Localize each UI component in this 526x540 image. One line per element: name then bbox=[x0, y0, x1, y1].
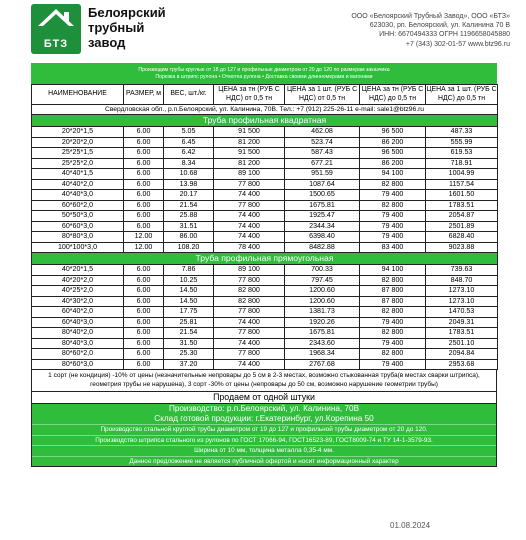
table-cell: 12.00 bbox=[124, 242, 164, 253]
table-cell: 1157.54 bbox=[426, 179, 498, 190]
table-cell: 100*100*3,0 bbox=[32, 242, 124, 253]
table-cell: 13.98 bbox=[164, 179, 214, 190]
price-sheet bbox=[31, 63, 497, 467]
table-cell: 12.00 bbox=[124, 232, 164, 243]
table-cell: 74 400 bbox=[214, 232, 285, 243]
table-cell: 21.54 bbox=[164, 328, 214, 339]
table-cell: 108.20 bbox=[164, 242, 214, 253]
table-cell: 25.30 bbox=[164, 349, 214, 360]
table-cell: 1087.64 bbox=[285, 179, 360, 190]
table-cell: 1925.47 bbox=[285, 211, 360, 222]
table-cell: 86.00 bbox=[164, 232, 214, 243]
table-cell: 77 800 bbox=[214, 307, 285, 318]
table-cell: 739.63 bbox=[426, 265, 498, 276]
table-row bbox=[32, 307, 498, 318]
table-cell: 6.00 bbox=[124, 148, 164, 159]
table-row bbox=[32, 127, 498, 138]
table-row bbox=[32, 137, 498, 148]
column-header: ЦЕНА за тн (РУБ С НДС) от 0,5 тн bbox=[214, 85, 285, 105]
table-cell: 587.43 bbox=[285, 148, 360, 159]
table-cell: 79 400 bbox=[360, 211, 426, 222]
column-header: ВЕС, шт./кг. bbox=[164, 85, 214, 105]
table-cell: 462.08 bbox=[285, 127, 360, 138]
table-row bbox=[32, 190, 498, 201]
column-header: ЦЕНА за 1 шт. (РУБ С НДС) от 0,5 тн bbox=[285, 85, 360, 105]
table-cell: 79 400 bbox=[360, 232, 426, 243]
table-cell: 523.74 bbox=[285, 137, 360, 148]
table-row bbox=[32, 158, 498, 169]
table-row bbox=[32, 179, 498, 190]
table-cell: 60*60*2,0 bbox=[32, 200, 124, 211]
table-cell: 94 100 bbox=[360, 169, 426, 180]
info-line: Склад готовой продукции: г.Екатеринбург, ул.Корепина 50 bbox=[154, 414, 374, 424]
table-cell: 6.00 bbox=[124, 307, 164, 318]
table-row bbox=[32, 275, 498, 286]
table-cell: 951.59 bbox=[285, 169, 360, 180]
table-cell: 6.45 bbox=[164, 137, 214, 148]
table-cell: 40*25*2,0 bbox=[32, 286, 124, 297]
table-cell: 82 800 bbox=[214, 296, 285, 307]
table-cell: 700.33 bbox=[285, 265, 360, 276]
table-cell: 6.00 bbox=[124, 158, 164, 169]
table-row bbox=[32, 242, 498, 253]
company-name-line: Белоярский bbox=[88, 5, 166, 20]
table-cell: 25.81 bbox=[164, 317, 214, 328]
table-cell: 82 800 bbox=[360, 328, 426, 339]
table-cell: 2501.10 bbox=[426, 338, 498, 349]
table-cell: 1920.26 bbox=[285, 317, 360, 328]
table-cell: 6.00 bbox=[124, 190, 164, 201]
table-cell: 77 800 bbox=[214, 200, 285, 211]
table-cell: 40*40*1,5 bbox=[32, 169, 124, 180]
table-cell: 20*20*1,5 bbox=[32, 127, 124, 138]
table-cell: 2054.87 bbox=[426, 211, 498, 222]
watermark-date: 01.08.2024 bbox=[390, 521, 431, 530]
table-cell: 6.00 bbox=[124, 338, 164, 349]
table-cell: 25.88 bbox=[164, 211, 214, 222]
table-cell: 81 200 bbox=[214, 158, 285, 169]
table-cell: 677.21 bbox=[285, 158, 360, 169]
table-cell: 74 400 bbox=[214, 211, 285, 222]
table-row bbox=[32, 296, 498, 307]
contact-line: 623030, рп. Белоярский, ул. Калинина 70 В bbox=[369, 22, 510, 30]
table-cell: 1500.65 bbox=[285, 190, 360, 201]
table-cell: 10.25 bbox=[164, 275, 214, 286]
table-cell: 25*25*1,5 bbox=[32, 148, 124, 159]
table-cell: 2344.34 bbox=[285, 221, 360, 232]
company-name-line: завод bbox=[88, 35, 126, 50]
table-cell: 619.53 bbox=[426, 148, 498, 159]
table-cell: 74 400 bbox=[214, 221, 285, 232]
company-logo bbox=[31, 4, 81, 54]
table-cell: 40*40*3,0 bbox=[32, 190, 124, 201]
section-title: Труба профильная прямоугольная bbox=[32, 253, 498, 265]
table-cell: 2049.31 bbox=[426, 317, 498, 328]
table-cell: 87 800 bbox=[360, 296, 426, 307]
table-cell: 1273.10 bbox=[426, 296, 498, 307]
address-text: Свердловская обл., р.п.Белоярский, ул. Калинина, 70В. Тел.: +7 (912) 225-26-11 e-mail: sale1@btz96.ru bbox=[32, 105, 498, 115]
table-cell: 21.54 bbox=[164, 200, 214, 211]
table-row bbox=[32, 232, 498, 243]
table-cell: 74 400 bbox=[214, 190, 285, 201]
table-row bbox=[32, 338, 498, 349]
table-cell: 1968.34 bbox=[285, 349, 360, 360]
table-row bbox=[32, 317, 498, 328]
table-cell: 6.00 bbox=[124, 221, 164, 232]
table-cell: 2094.84 bbox=[426, 349, 498, 360]
table-cell: 77 800 bbox=[214, 179, 285, 190]
table-cell: 6.00 bbox=[124, 127, 164, 138]
table-cell: 91 500 bbox=[214, 127, 285, 138]
table-row bbox=[32, 211, 498, 222]
table-cell: 77 800 bbox=[214, 275, 285, 286]
table-cell: 79 400 bbox=[360, 338, 426, 349]
info-small-line: Производство стальной круглой трубы диаметром от 19 до 127 и профильной трубы диаметром от 20 до 120. bbox=[32, 424, 496, 435]
table-cell: 82 800 bbox=[214, 286, 285, 297]
table-cell: 5.05 bbox=[164, 127, 214, 138]
table-cell: 86 200 bbox=[360, 137, 426, 148]
address-row bbox=[32, 105, 498, 115]
table-cell: 82 800 bbox=[360, 179, 426, 190]
table-row bbox=[32, 349, 498, 360]
sale-title: Продаем от одной штуки bbox=[31, 392, 497, 404]
table-cell: 40*20*2,0 bbox=[32, 275, 124, 286]
table-cell: 80*40*3,0 bbox=[32, 338, 124, 349]
table-cell: 1200.60 bbox=[285, 296, 360, 307]
table-cell: 96 500 bbox=[360, 127, 426, 138]
section-header-row bbox=[32, 253, 498, 265]
table-cell: 40*30*2,0 bbox=[32, 296, 124, 307]
table-cell: 555.99 bbox=[426, 137, 498, 148]
table-cell: 6398.40 bbox=[285, 232, 360, 243]
company-name bbox=[88, 5, 166, 50]
table-cell: 6.00 bbox=[124, 286, 164, 297]
table-cell: 487.33 bbox=[426, 127, 498, 138]
table-cell: 78 400 bbox=[214, 242, 285, 253]
table-cell: 94 100 bbox=[360, 265, 426, 276]
table-cell: 797.45 bbox=[285, 275, 360, 286]
table-cell: 6.00 bbox=[124, 275, 164, 286]
table-cell: 6828.40 bbox=[426, 232, 498, 243]
services-banner bbox=[31, 63, 497, 84]
section-header-row bbox=[32, 115, 498, 127]
table-cell: 80*80*3,0 bbox=[32, 232, 124, 243]
table-row bbox=[32, 265, 498, 276]
table-row bbox=[32, 286, 498, 297]
info-small-line: Данное предложение не является публичной офертой и носит информационный характер bbox=[32, 456, 496, 467]
column-header: НАИМЕНОВАНИЕ bbox=[32, 85, 124, 105]
table-cell: 91 500 bbox=[214, 148, 285, 159]
info-small-line: Ширина от 10 мм, толщина металла 0,35-4 мм. bbox=[32, 445, 496, 456]
table-cell: 82 800 bbox=[360, 349, 426, 360]
table-cell: 1004.99 bbox=[426, 169, 498, 180]
table-cell: 1381.73 bbox=[285, 307, 360, 318]
table-cell: 25*25*2,0 bbox=[32, 158, 124, 169]
info-small-line: Производство штрипса стального из рулонов по ГОСТ 17066-94, ГОСТ16523-89, ГОСТ8009-74 и ТУ 14-1-3579-93. bbox=[32, 435, 496, 446]
table-cell: 80*40*2,0 bbox=[32, 328, 124, 339]
table-cell: 1470.53 bbox=[426, 307, 498, 318]
column-header: ЦЕНА за 1 шт. (РУБ С НДС) до 0,5 тн bbox=[426, 85, 498, 105]
table-cell: 1783.51 bbox=[426, 200, 498, 211]
table-cell: 20.17 bbox=[164, 190, 214, 201]
table-cell: 848.70 bbox=[426, 275, 498, 286]
table-cell: 1783.51 bbox=[426, 328, 498, 339]
table-cell: 6.00 bbox=[124, 137, 164, 148]
table-cell: 6.00 bbox=[124, 265, 164, 276]
table-cell: 6.00 bbox=[124, 211, 164, 222]
column-header: РАЗМЕР, м bbox=[124, 85, 164, 105]
table-cell: 60*60*3,0 bbox=[32, 221, 124, 232]
table-cell: 77 800 bbox=[214, 349, 285, 360]
table-cell: 86 200 bbox=[360, 158, 426, 169]
table-cell: 60*40*2,0 bbox=[32, 307, 124, 318]
table-cell: 81 200 bbox=[214, 137, 285, 148]
contact-line: ИНН: 6670494333 ОГРН 1196658045880 bbox=[379, 31, 510, 39]
table-row bbox=[32, 328, 498, 339]
contact-line: ООО «Белоярский Трубный Завод», ООО «БТЗ» bbox=[351, 13, 510, 20]
table-cell: 2953.68 bbox=[426, 359, 498, 370]
table-cell: 7.86 bbox=[164, 265, 214, 276]
company-contacts bbox=[351, 12, 510, 49]
table-cell: 2343.60 bbox=[285, 338, 360, 349]
table-cell: 83 400 bbox=[360, 242, 426, 253]
table-cell: 1601.50 bbox=[426, 190, 498, 201]
table-cell: 1200.60 bbox=[285, 286, 360, 297]
table-header-row bbox=[32, 85, 498, 105]
table-cell: 20*20*2,0 bbox=[32, 137, 124, 148]
section-title: Труба профильная квадратная bbox=[32, 115, 498, 127]
logo-text: БТЗ bbox=[43, 38, 69, 50]
table-cell: 1675.81 bbox=[285, 328, 360, 339]
table-row bbox=[32, 221, 498, 232]
table-cell: 6.00 bbox=[124, 200, 164, 211]
table-cell: 14.50 bbox=[164, 296, 214, 307]
table-cell: 2501.89 bbox=[426, 221, 498, 232]
table-cell: 79 400 bbox=[360, 221, 426, 232]
table-cell: 37.20 bbox=[164, 359, 214, 370]
table-cell: 8482.88 bbox=[285, 242, 360, 253]
table-cell: 8.34 bbox=[164, 158, 214, 169]
table-cell: 89 100 bbox=[214, 265, 285, 276]
table-cell: 31.51 bbox=[164, 221, 214, 232]
table-cell: 74 400 bbox=[214, 338, 285, 349]
table-cell: 1675.81 bbox=[285, 200, 360, 211]
table-cell: 1273.10 bbox=[426, 286, 498, 297]
table-cell: 50*50*3,0 bbox=[32, 211, 124, 222]
contact-line: +7 (343) 302-01-57 www.btz96.ru bbox=[405, 40, 510, 48]
grade-note: 1 сорт (не кондиция) -10% от цены (незначительные непровары до 5 см в 2-3 местах, возможно стыкованная труба(в местах сварки штрипса), геометрия трубы не нарушена), 3 сорт -30% от цены (непровары до 50 см, возможно нарушение геометрии трубы) bbox=[31, 370, 497, 392]
table-cell: 82 800 bbox=[360, 275, 426, 286]
table-cell: 2767.68 bbox=[285, 359, 360, 370]
table-cell: 31.50 bbox=[164, 338, 214, 349]
table-cell: 40*40*2,0 bbox=[32, 179, 124, 190]
table-cell: 14.50 bbox=[164, 286, 214, 297]
table-cell: 9023.88 bbox=[426, 242, 498, 253]
table-cell: 6.00 bbox=[124, 317, 164, 328]
table-cell: 82 800 bbox=[360, 200, 426, 211]
table-cell: 17.75 bbox=[164, 307, 214, 318]
table-cell: 6.00 bbox=[124, 349, 164, 360]
table-cell: 6.00 bbox=[124, 359, 164, 370]
table-row bbox=[32, 200, 498, 211]
banner-line: Порезка в штрипс рулона • Отмотка рулона • Доставка своими длинномерами и вагонами bbox=[155, 74, 373, 80]
table-cell: 10.68 bbox=[164, 169, 214, 180]
table-cell: 79 400 bbox=[360, 190, 426, 201]
column-header: ЦЕНА за тн (РУБ С НДС) до 0,5 тн bbox=[360, 85, 426, 105]
table-cell: 6.00 bbox=[124, 169, 164, 180]
house-icon bbox=[31, 6, 81, 40]
table-cell: 82 800 bbox=[360, 307, 426, 318]
price-table bbox=[31, 84, 498, 370]
info-line: Производство: р.п.Белоярский, ул. Калинина, 70В bbox=[168, 404, 360, 414]
table-cell: 60*40*3,0 bbox=[32, 317, 124, 328]
table-row bbox=[32, 169, 498, 180]
table-cell: 79 400 bbox=[360, 359, 426, 370]
table-cell: 74 400 bbox=[214, 317, 285, 328]
table-cell: 77 800 bbox=[214, 328, 285, 339]
info-block bbox=[31, 404, 497, 467]
table-cell: 6.00 bbox=[124, 296, 164, 307]
table-cell: 80*60*2,0 bbox=[32, 349, 124, 360]
table-row bbox=[32, 148, 498, 159]
table-cell: 96 500 bbox=[360, 148, 426, 159]
company-name-line: трубный bbox=[88, 20, 145, 35]
banner-line: Производим трубы круглые от 18 до 127 и профильные диаметром от 20 до 120 по размерам заказчика bbox=[138, 67, 390, 73]
table-cell: 80*60*3,0 bbox=[32, 359, 124, 370]
table-cell: 89 100 bbox=[214, 169, 285, 180]
table-row bbox=[32, 359, 498, 370]
table-cell: 74 400 bbox=[214, 359, 285, 370]
table-cell: 40*20*1,5 bbox=[32, 265, 124, 276]
table-cell: 6.00 bbox=[124, 328, 164, 339]
table-cell: 87 800 bbox=[360, 286, 426, 297]
table-cell: 718.91 bbox=[426, 158, 498, 169]
table-cell: 6.00 bbox=[124, 179, 164, 190]
table-cell: 6.42 bbox=[164, 148, 214, 159]
table-cell: 79 400 bbox=[360, 317, 426, 328]
